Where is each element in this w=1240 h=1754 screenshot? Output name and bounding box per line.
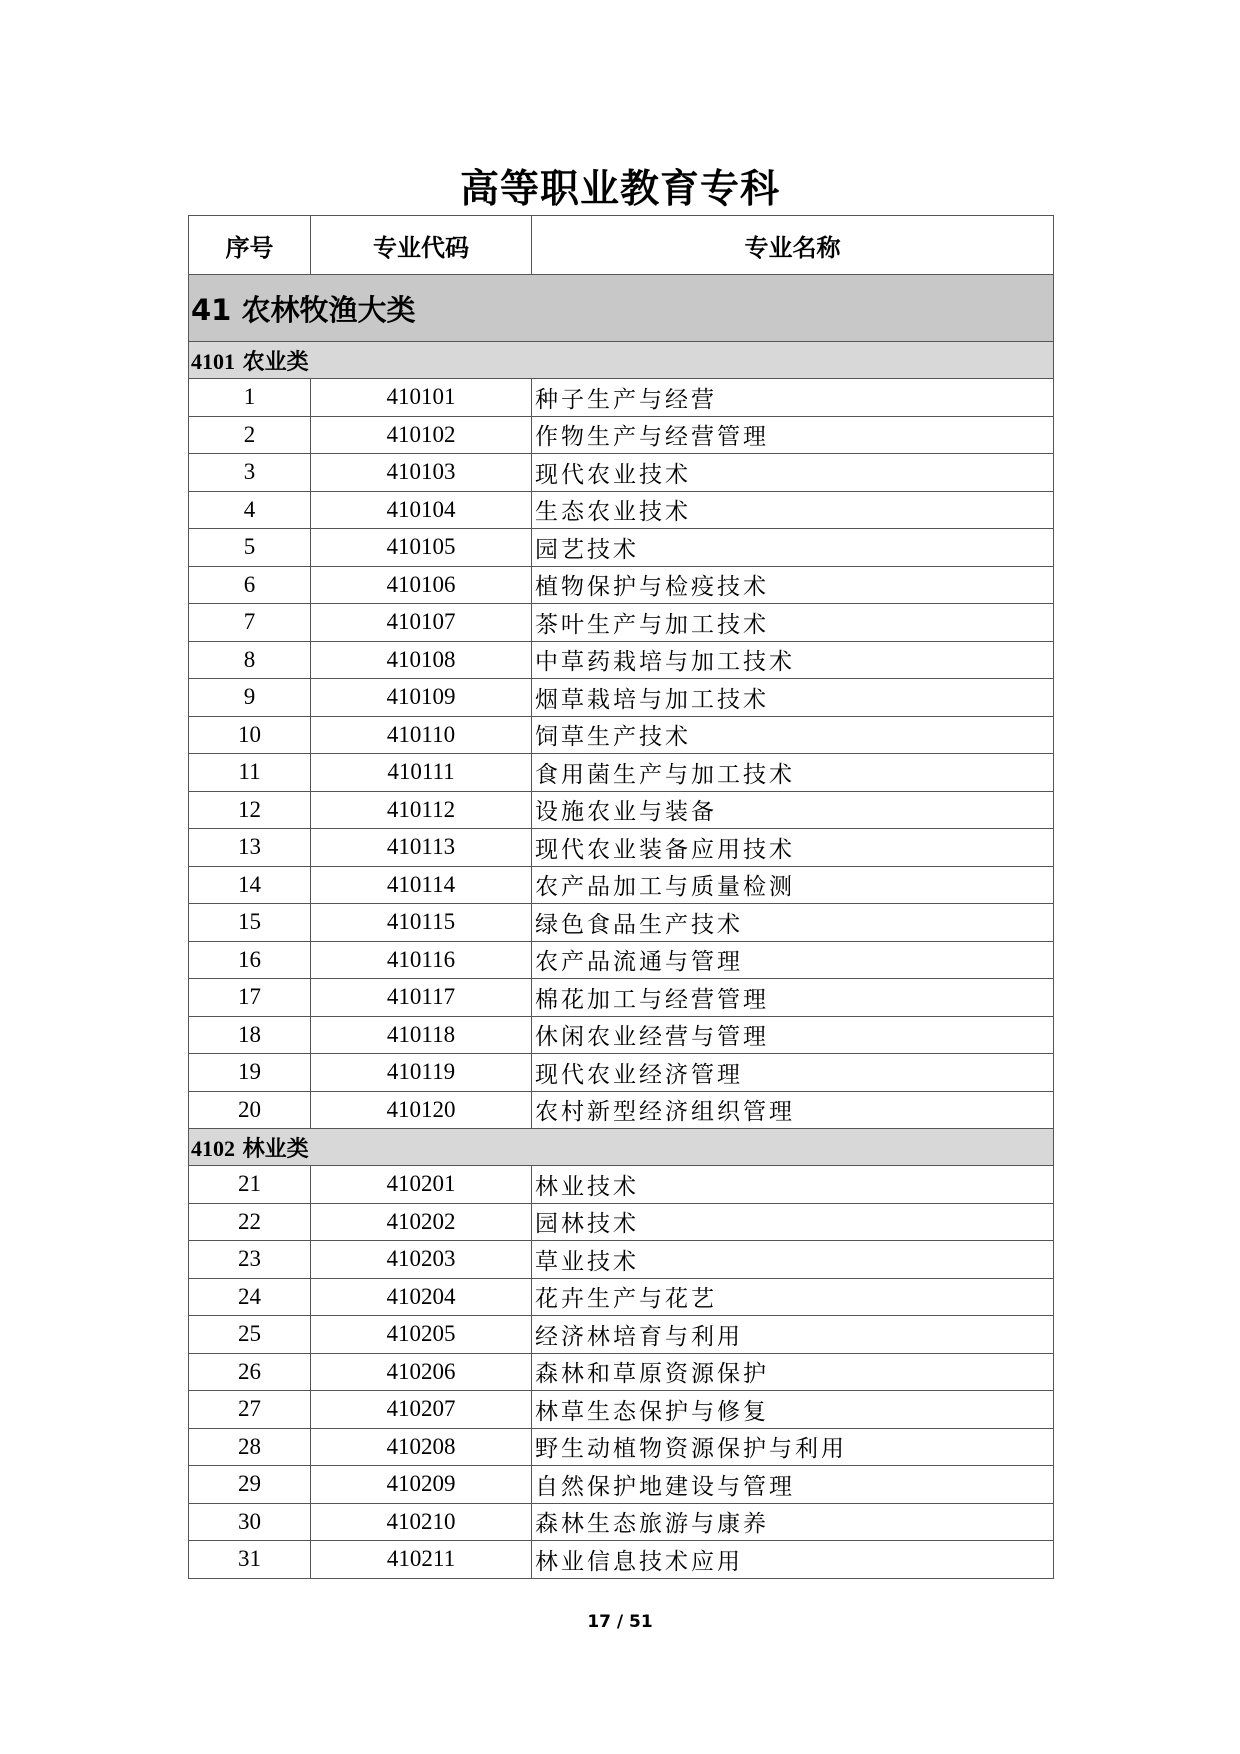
row-index: 14 xyxy=(189,866,311,904)
row-index: 17 xyxy=(189,979,311,1017)
row-index: 9 xyxy=(189,679,311,717)
row-code: 410107 xyxy=(311,604,532,642)
row-name: 烟草栽培与加工技术 xyxy=(532,679,1054,717)
row-name: 休闲农业经营与管理 xyxy=(532,1016,1054,1054)
row-code: 410209 xyxy=(311,1466,532,1504)
row-name: 森林和草原资源保护 xyxy=(532,1353,1054,1391)
row-index: 11 xyxy=(189,754,311,792)
row-index: 1 xyxy=(189,379,311,417)
row-code: 410115 xyxy=(311,904,532,942)
table-row xyxy=(189,491,1054,529)
table-row xyxy=(189,1503,1054,1541)
table-row xyxy=(189,604,1054,642)
table-row xyxy=(189,1428,1054,1466)
table-row xyxy=(189,454,1054,492)
row-index: 21 xyxy=(189,1166,311,1204)
category-code: 4101 xyxy=(191,348,235,374)
table-row xyxy=(189,1166,1054,1204)
table-row xyxy=(189,1278,1054,1316)
table-row xyxy=(189,1391,1054,1429)
row-index: 29 xyxy=(189,1466,311,1504)
row-name: 茶叶生产与加工技术 xyxy=(532,604,1054,642)
table-row xyxy=(189,416,1054,454)
row-name: 作物生产与经营管理 xyxy=(532,416,1054,454)
row-code: 410116 xyxy=(311,941,532,979)
row-index: 2 xyxy=(189,416,311,454)
row-name: 绿色食品生产技术 xyxy=(532,904,1054,942)
table-row xyxy=(189,379,1054,417)
row-name: 食用菌生产与加工技术 xyxy=(532,754,1054,792)
row-code: 410108 xyxy=(311,641,532,679)
page-number: 17 / 51 xyxy=(587,1612,653,1632)
major-code: 41 xyxy=(191,292,232,327)
row-index: 30 xyxy=(189,1503,311,1541)
row-name: 棉花加工与经营管理 xyxy=(532,979,1054,1017)
category-code: 4102 xyxy=(191,1135,235,1161)
row-code: 410203 xyxy=(311,1241,532,1279)
row-name: 林草生态保护与修复 xyxy=(532,1391,1054,1429)
row-code: 410202 xyxy=(311,1203,532,1241)
table-row xyxy=(189,866,1054,904)
row-code: 410103 xyxy=(311,454,532,492)
row-code: 410210 xyxy=(311,1503,532,1541)
category-name: 农业类 xyxy=(242,348,309,375)
row-name: 森林生态旅游与康养 xyxy=(532,1503,1054,1541)
table-row xyxy=(189,1054,1054,1092)
row-code: 410105 xyxy=(311,529,532,567)
table-row xyxy=(189,679,1054,717)
row-index: 7 xyxy=(189,604,311,642)
major-name: 农林牧渔大类 xyxy=(241,292,416,327)
category-row xyxy=(189,1129,1054,1166)
table-row xyxy=(189,641,1054,679)
category-name: 林业类 xyxy=(242,1135,309,1162)
row-index: 23 xyxy=(189,1241,311,1279)
row-index: 25 xyxy=(189,1316,311,1354)
table-row xyxy=(189,829,1054,867)
row-name: 林业技术 xyxy=(532,1166,1054,1204)
row-name: 现代农业技术 xyxy=(532,454,1054,492)
row-code: 410102 xyxy=(311,416,532,454)
table-row xyxy=(189,1203,1054,1241)
row-name: 草业技术 xyxy=(532,1241,1054,1279)
row-code: 410211 xyxy=(311,1541,532,1579)
row-name: 农村新型经济组织管理 xyxy=(532,1091,1054,1129)
table-row xyxy=(189,941,1054,979)
row-name: 现代农业装备应用技术 xyxy=(532,829,1054,867)
row-name: 园林技术 xyxy=(532,1203,1054,1241)
table-row xyxy=(189,1541,1054,1579)
table-row xyxy=(189,1241,1054,1279)
table-row xyxy=(189,754,1054,792)
table-row xyxy=(189,566,1054,604)
row-index: 18 xyxy=(189,1016,311,1054)
table-row xyxy=(189,979,1054,1017)
header-index: 序号 xyxy=(189,216,311,275)
row-name: 种子生产与经营 xyxy=(532,379,1054,417)
row-index: 31 xyxy=(189,1541,311,1579)
row-index: 8 xyxy=(189,641,311,679)
table-header-row xyxy=(189,216,1054,275)
row-code: 410110 xyxy=(311,716,532,754)
row-code: 410206 xyxy=(311,1353,532,1391)
row-name: 农产品流通与管理 xyxy=(532,941,1054,979)
row-name: 植物保护与检疫技术 xyxy=(532,566,1054,604)
row-code: 410104 xyxy=(311,491,532,529)
row-index: 19 xyxy=(189,1054,311,1092)
row-code: 410205 xyxy=(311,1316,532,1354)
table-row xyxy=(189,716,1054,754)
table-row xyxy=(189,1316,1054,1354)
row-code: 410208 xyxy=(311,1428,532,1466)
row-name: 野生动植物资源保护与利用 xyxy=(532,1428,1054,1466)
table-row xyxy=(189,1091,1054,1129)
row-index: 15 xyxy=(189,904,311,942)
row-index: 20 xyxy=(189,1091,311,1129)
row-code: 410114 xyxy=(311,866,532,904)
row-index: 16 xyxy=(189,941,311,979)
page-title: 高等职业教育专科 xyxy=(459,166,780,212)
row-index: 24 xyxy=(189,1278,311,1316)
major-category-cell xyxy=(189,275,1054,342)
row-code: 410119 xyxy=(311,1054,532,1092)
row-code: 410109 xyxy=(311,679,532,717)
category-row xyxy=(189,342,1054,379)
row-name: 花卉生产与花艺 xyxy=(532,1278,1054,1316)
row-code: 410106 xyxy=(311,566,532,604)
major-category-row xyxy=(189,275,1054,342)
table-row xyxy=(189,1016,1054,1054)
row-index: 6 xyxy=(189,566,311,604)
header-code: 专业代码 xyxy=(311,216,532,275)
row-code: 410204 xyxy=(311,1278,532,1316)
category-cell xyxy=(189,1129,1054,1166)
row-code: 410207 xyxy=(311,1391,532,1429)
row-name: 农产品加工与质量检测 xyxy=(532,866,1054,904)
row-code: 410120 xyxy=(311,1091,532,1129)
table-row xyxy=(189,1353,1054,1391)
row-code: 410118 xyxy=(311,1016,532,1054)
table-row xyxy=(189,1466,1054,1504)
major-table xyxy=(188,215,1054,1579)
category-cell xyxy=(189,342,1054,379)
row-name: 林业信息技术应用 xyxy=(532,1541,1054,1579)
row-code: 410117 xyxy=(311,979,532,1017)
table-row xyxy=(189,529,1054,567)
header-name: 专业名称 xyxy=(532,216,1054,275)
row-code: 410101 xyxy=(311,379,532,417)
row-index: 27 xyxy=(189,1391,311,1429)
row-index: 5 xyxy=(189,529,311,567)
row-index: 4 xyxy=(189,491,311,529)
row-index: 28 xyxy=(189,1428,311,1466)
row-index: 13 xyxy=(189,829,311,867)
row-name: 设施农业与装备 xyxy=(532,791,1054,829)
row-index: 26 xyxy=(189,1353,311,1391)
row-index: 10 xyxy=(189,716,311,754)
row-code: 410111 xyxy=(311,754,532,792)
table-row xyxy=(189,791,1054,829)
row-name: 经济林培育与利用 xyxy=(532,1316,1054,1354)
row-name: 生态农业技术 xyxy=(532,491,1054,529)
table-row xyxy=(189,904,1054,942)
row-code: 410201 xyxy=(311,1166,532,1204)
row-index: 12 xyxy=(189,791,311,829)
row-code: 410112 xyxy=(311,791,532,829)
row-name: 园艺技术 xyxy=(532,529,1054,567)
row-index: 22 xyxy=(189,1203,311,1241)
row-name: 自然保护地建设与管理 xyxy=(532,1466,1054,1504)
row-name: 中草药栽培与加工技术 xyxy=(532,641,1054,679)
row-code: 410113 xyxy=(311,829,532,867)
row-name: 现代农业经济管理 xyxy=(532,1054,1054,1092)
row-index: 3 xyxy=(189,454,311,492)
row-name: 饲草生产技术 xyxy=(532,716,1054,754)
